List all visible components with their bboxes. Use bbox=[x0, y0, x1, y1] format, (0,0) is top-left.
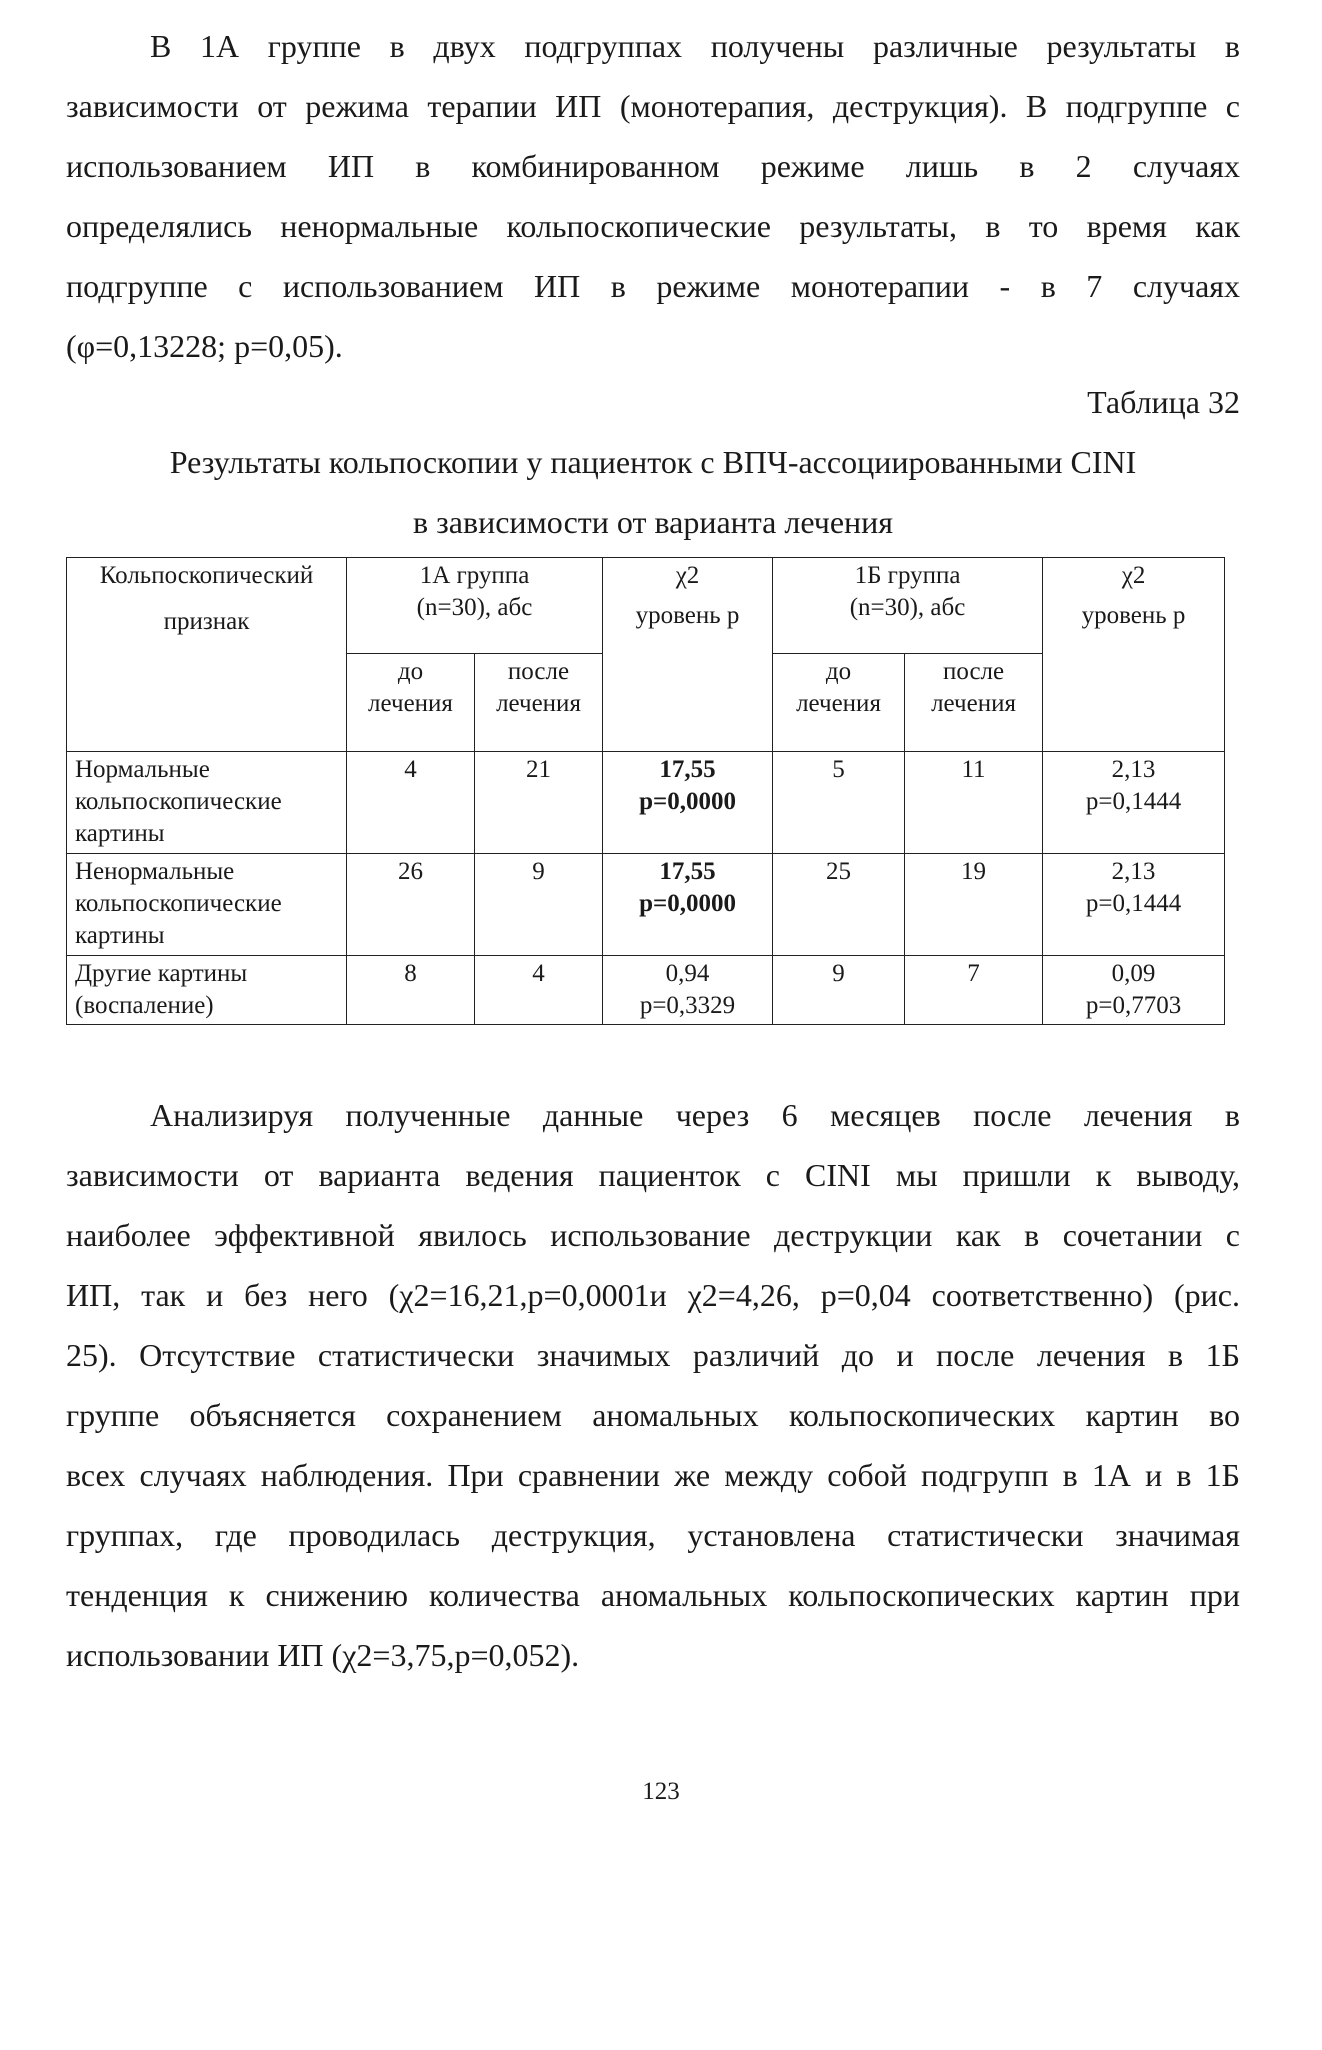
text-line: всех случаях наблюдения. При сравнении же между собой подгрупп в 1А и в 1Б bbox=[66, 1457, 1240, 1493]
text-line: группе объясняется сохранением аномальных кольпоскопических картин во bbox=[66, 1397, 1240, 1433]
row-feature: Ненормальные кольпоскопические картины bbox=[67, 854, 347, 956]
cell-1b-chi: 2,13 р=0,1444 bbox=[1043, 854, 1225, 956]
cell-1a-before: 26 bbox=[347, 854, 475, 956]
text-line: подгруппе с использованием ИП в режиме монотерапии - в 7 случаях bbox=[66, 268, 1240, 304]
table-row bbox=[67, 752, 1225, 854]
text-line: Анализируя полученные данные через 6 месяцев после лечения в bbox=[150, 1097, 1240, 1133]
table-row bbox=[67, 956, 1225, 1025]
cell-1b-chi: 2,13 р=0,1444 bbox=[1043, 752, 1225, 854]
cell-1a-after: 4 bbox=[475, 956, 603, 1025]
header-1a-after: после лечения bbox=[475, 654, 603, 752]
cell-1a-chi: 17,55 р=0,0000 bbox=[603, 854, 773, 956]
row-feature: Нормальные кольпоскопические картины bbox=[67, 752, 347, 854]
page-number: 123 bbox=[642, 1778, 680, 1805]
text-line: тенденция к снижению количества аномальных кольпоскопических картин при bbox=[66, 1577, 1240, 1613]
colposcopy-results-table bbox=[66, 557, 1225, 1025]
cell-1a-before: 4 bbox=[347, 752, 475, 854]
header-feature: Кольпоскопический признак bbox=[67, 558, 347, 752]
caption-line: Результаты кольпоскопии у пациенток с ВПЧ-ассоциированными CINI bbox=[169, 444, 1137, 480]
text-line: определялись ненормальные кольпоскопические результаты, в то время как bbox=[66, 208, 1240, 244]
header-chi-1b: χ2 уровень р bbox=[1043, 558, 1225, 752]
text-line: 25). Отсутствие статистически значимых различий до и после лечения в 1Б bbox=[66, 1337, 1240, 1373]
text-line: зависимости от режима терапии ИП (монотерапия, деструкция). В подгруппе с bbox=[66, 88, 1240, 124]
paragraph-intro bbox=[66, 16, 1240, 376]
cell-1b-before: 9 bbox=[773, 956, 905, 1025]
header-group-1b: 1Б группа (n=30), абс bbox=[773, 558, 1043, 654]
cell-1a-after: 21 bbox=[475, 752, 603, 854]
cell-1a-chi: 17,55 р=0,0000 bbox=[603, 752, 773, 854]
cell-1b-chi: 0,09 р=0,7703 bbox=[1043, 956, 1225, 1025]
cell-1b-before: 5 bbox=[773, 752, 905, 854]
cell-1b-after: 19 bbox=[905, 854, 1043, 956]
cell-1a-chi: 0,94 р=0,3329 bbox=[603, 956, 773, 1025]
cell-1a-after: 9 bbox=[475, 854, 603, 956]
cell-1b-after: 7 bbox=[905, 956, 1043, 1025]
cell-1b-after: 11 bbox=[905, 752, 1043, 854]
table-header-row bbox=[67, 558, 1225, 654]
header-1b-before: до лечения bbox=[773, 654, 905, 752]
paragraph-analysis bbox=[66, 1085, 1240, 1685]
text-line: зависимости от варианта ведения пациенток с CINI мы пришли к выводу, bbox=[66, 1157, 1240, 1193]
table-row bbox=[67, 854, 1225, 956]
header-chi-1a: χ2 уровень р bbox=[603, 558, 773, 752]
header-1b-after: после лечения bbox=[905, 654, 1043, 752]
text-line: использовании ИП (χ2=3,75,р=0,052). bbox=[66, 1637, 580, 1673]
cell-1b-before: 25 bbox=[773, 854, 905, 956]
header-1a-before: до лечения bbox=[347, 654, 475, 752]
text-line: наиболее эффективной явилось использование деструкции как в сочетании с bbox=[66, 1217, 1240, 1253]
text-line: В 1А группе в двух подгруппах получены различные результаты в bbox=[150, 28, 1240, 64]
text-line: (φ=0,13228; р=0,05). bbox=[66, 328, 343, 364]
cell-1a-before: 8 bbox=[347, 956, 475, 1025]
text-line: группах, где проводилась деструкция, установлена статистически значимая bbox=[66, 1517, 1240, 1553]
text-line: использованием ИП в комбинированном режиме лишь в 2 случаях bbox=[66, 148, 1240, 184]
table-caption bbox=[66, 432, 1240, 552]
row-feature: Другие картины (воспаление) bbox=[67, 956, 347, 1025]
text-line: ИП, так и без него (χ2=16,21,р=0,0001и χ2=4,26, р=0,04 соответственно) (рис. bbox=[66, 1277, 1240, 1313]
table-label: Таблица 32 bbox=[1087, 384, 1240, 420]
header-group-1a: 1А группа (n=30), абс bbox=[347, 558, 603, 654]
caption-line: в зависимости от варианта лечения bbox=[413, 504, 893, 540]
